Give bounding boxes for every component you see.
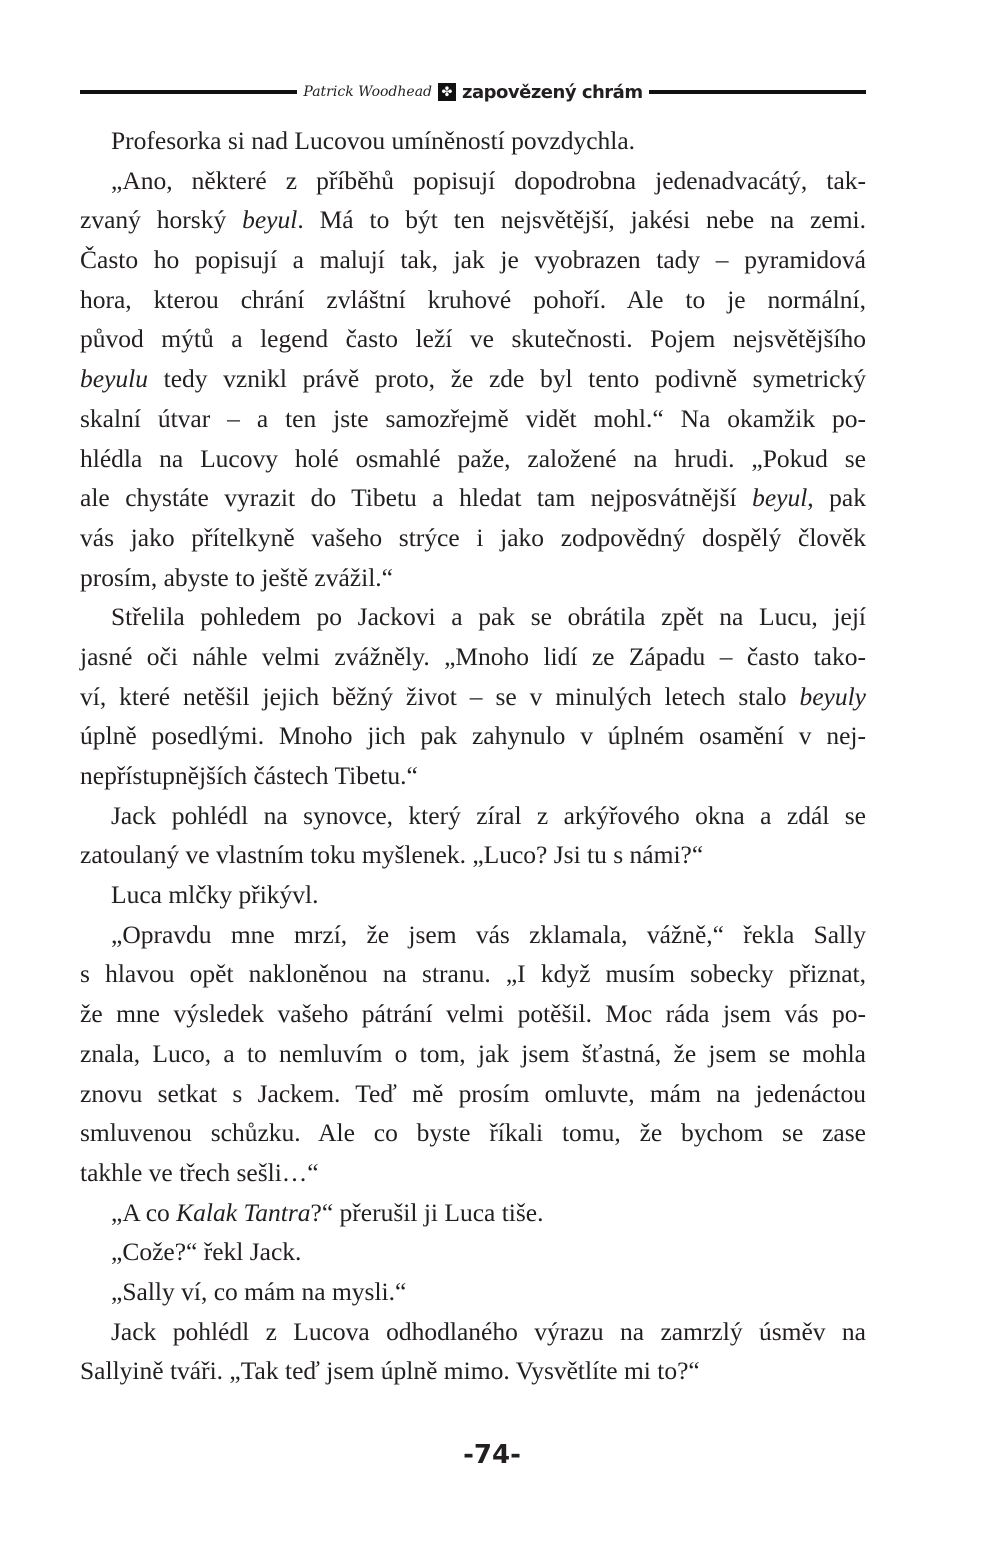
header-rule-right — [649, 90, 866, 94]
text-line — [80, 637, 866, 677]
italic-text: beyul — [752, 483, 808, 513]
header-text — [297, 82, 648, 103]
text-line — [80, 1193, 866, 1233]
text-segment: Střelila pohledem po Jackovi a pak se obrátila zpět na Lucu, její — [111, 602, 866, 632]
text-line — [80, 835, 866, 875]
italic-text: Kalak Tantra — [176, 1197, 311, 1227]
text-segment: s hlavou opět nakloněnou na stranu. „I když musím sobecky přiznat, — [80, 959, 866, 989]
text-line — [80, 1232, 866, 1272]
body-text — [80, 121, 866, 1391]
text-segment: že mne výsledek vašeho pátrání velmi potěšil. Moc ráda jsem vás po- — [80, 999, 866, 1029]
celtic-knot-icon: ✤ — [438, 83, 456, 101]
text-segment: znala, Luco, a to nemluvím o tom, jak jsem šťastná, že jsem se mohla — [80, 1038, 866, 1068]
text-segment: „Ano, některé z příběhů popisují dopodrobna jedenadvacátý, tak- — [111, 165, 866, 195]
text-segment: . Má to být ten nejsvětější, jakési nebe na zemi. — [297, 205, 866, 235]
text-segment: , pak — [807, 483, 866, 513]
header-book-title: zapovězený chrám — [462, 81, 643, 103]
text-line — [80, 161, 866, 201]
text-segment: původ mýtů a legend často leží ve skutečnosti. Pojem nejsvětějšího — [80, 324, 866, 354]
text-segment: úplně posedlými. Mnoho jich pak zahynulo v úplném osamění v nej- — [80, 721, 866, 751]
text-line — [80, 796, 866, 836]
text-line — [80, 1272, 866, 1312]
text-segment: Jack pohlédl z Lucova odhodlaného výrazu na zamrzlý úsměv na — [111, 1316, 866, 1346]
text-line — [80, 558, 866, 598]
text-line — [80, 121, 866, 161]
text-segment: znovu setkat s Jackem. Teď mě prosím omluvte, mám na jedenáctou — [80, 1078, 866, 1108]
text-line — [80, 1312, 866, 1352]
text-segment: hora, kterou chrání zvláštní kruhové pohoří. Ale to je normální, — [80, 284, 866, 314]
text-segment: vás jako přítelkyně vašeho strýce i jako zodpovědný dospělý člověk — [80, 522, 866, 552]
text-segment: ale chystáte vyrazit do Tibetu a hledat tam nejposvátnější — [80, 483, 753, 513]
page-number: -74- — [463, 1440, 521, 1470]
text-line — [80, 518, 866, 558]
text-segment: zvaný horský — [80, 205, 243, 235]
text-line — [80, 875, 866, 915]
text-line — [80, 359, 866, 399]
text-line — [80, 399, 866, 439]
text-line — [80, 597, 866, 637]
text-segment: „Opravdu mne mrzí, že jsem vás zklamala, vážně,“ řekla Sally — [111, 919, 866, 949]
italic-text: beyulu — [80, 364, 148, 394]
text-segment: takhle ve třech sešli…“ — [80, 1157, 319, 1187]
text-segment: „Cože?“ řekl Jack. — [111, 1237, 302, 1267]
running-header — [80, 80, 866, 104]
text-line — [80, 1351, 866, 1391]
text-line — [80, 756, 866, 796]
header-author: Patrick Woodhead — [303, 84, 432, 100]
text-segment: smluvenou schůzku. Ale co byste říkali tomu, že bychom se zase — [80, 1118, 866, 1148]
text-segment: Sallyině tváři. „Tak teď jsem úplně mimo. Vysvětlíte mi to?“ — [80, 1356, 700, 1386]
text-line — [80, 716, 866, 756]
text-line — [80, 1153, 866, 1193]
text-line — [80, 200, 866, 240]
text-segment: jasné oči náhle velmi zvážněly. „Mnoho lidí ze Západu – často tako- — [80, 641, 866, 671]
italic-text: beyul — [242, 205, 298, 235]
text-segment: Profesorka si nad Lucovou umíněností povzdychla. — [111, 126, 636, 155]
text-segment: nepřístupnějších částech Tibetu.“ — [80, 761, 418, 790]
header-rule-left — [80, 90, 297, 94]
text-line — [80, 439, 866, 479]
text-segment: Často ho popisují a malují tak, jak je vyobrazen tady – pyramidová — [80, 245, 866, 275]
text-line — [80, 677, 866, 717]
text-segment: Jack pohlédl na synovce, který zíral z arkýřového okna a zdál se — [111, 800, 866, 830]
text-segment: skalní útvar – a ten jste samozřejmě vidět mohl.“ Na okamžik po- — [80, 403, 866, 433]
text-line — [80, 280, 866, 320]
text-segment: prosím, abyste to ještě zvážil.“ — [80, 562, 393, 592]
text-line — [80, 1113, 866, 1153]
text-line — [80, 915, 866, 955]
text-line — [80, 1074, 866, 1114]
text-segment: zatoulaný ve vlastním toku myšlenek. „Luco? Jsi tu s námi?“ — [80, 840, 704, 870]
italic-text: beyuly — [799, 681, 866, 711]
text-segment: ?“ přerušil ji Luca tiše. — [310, 1197, 544, 1227]
text-line — [80, 1034, 866, 1074]
text-segment: „A co — [111, 1197, 177, 1227]
text-line — [80, 240, 866, 280]
text-segment: tedy vznikl právě proto, že zde byl tento podivně symetrický — [147, 364, 866, 394]
text-segment: Luca mlčky přikývl. — [111, 880, 319, 910]
text-segment: hlédla na Lucovy holé osmahlé paže, založené na hrudi. „Pokud se — [80, 443, 866, 473]
text-segment: ví, které netěšil jejich běžný život – se v minulých letech stalo — [80, 681, 800, 711]
text-line — [80, 994, 866, 1034]
text-line — [80, 319, 866, 359]
text-segment: „Sally ví, co mám na mysli.“ — [111, 1276, 407, 1306]
text-line — [80, 478, 866, 518]
text-line — [80, 954, 866, 994]
